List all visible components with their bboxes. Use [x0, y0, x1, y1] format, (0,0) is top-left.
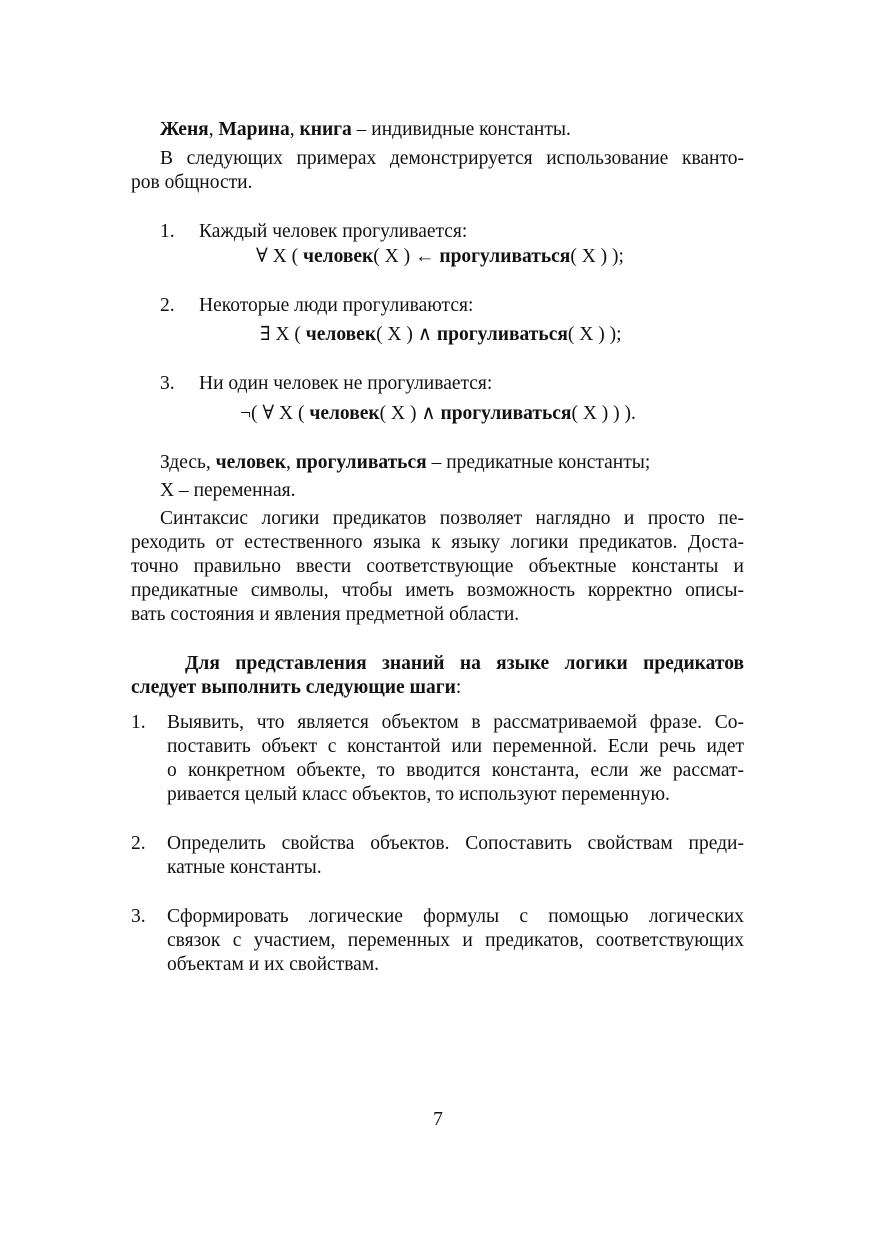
step-line: Определить свойства объектов. Сопоставить свойствам преди-	[167, 833, 744, 854]
example-formula: ∀ X ( человек( X ) ← прогуливаться( X ) );	[256, 246, 624, 267]
step-number: 2.	[131, 833, 146, 854]
example-text: Каждый человек прогуливается:	[199, 221, 468, 242]
step-line: о конкретном объекте, то вводится константа, если же рассмат-	[167, 760, 744, 781]
steps-heading: Для представления знаний на языке логики предикатов	[185, 653, 744, 674]
predicate-term: человек	[302, 246, 374, 267]
step-line: объектам и их свойствам.	[167, 954, 380, 975]
step-line: связок с участием, переменных и предикатов, соответствующих	[167, 930, 744, 951]
step-line: поставить объект с константой или переменной. Если речь идет	[167, 736, 744, 757]
separator: ,	[208, 119, 219, 140]
predicate-term: человек	[305, 324, 377, 345]
predicate-term: прогуливаться	[440, 403, 572, 424]
example-text: Ни один человек не прогуливается:	[199, 373, 493, 394]
steps-heading: следует выполнить следующие шаги:	[131, 677, 462, 698]
example-text: Некоторые люди прогуливаются:	[199, 295, 474, 316]
syntax-paragraph-line: предикатные символы, чтобы иметь возможность корректно описы-	[131, 580, 744, 601]
syntax-paragraph-line: вать состояния и явления предметной области.	[131, 604, 520, 625]
constant-term: Женя	[160, 119, 209, 140]
explanation-line: X – переменная.	[160, 480, 296, 501]
predicate-term: прогуливаться	[439, 246, 571, 267]
predicate-term: человек	[309, 403, 380, 424]
step-number: 1.	[131, 712, 146, 733]
example-number: 3.	[160, 373, 175, 394]
separator: ,	[289, 119, 300, 140]
explanation-line: Здесь, человек, прогуливаться – предикатные константы;	[160, 452, 651, 473]
step-number: 3.	[131, 906, 146, 927]
quantifiers-intro-line: В следующих примерах демонстрируется использование кванто-	[160, 148, 744, 169]
example-formula: ∃ X ( человек( X ) ∧ прогуливаться( X ) );	[260, 324, 622, 345]
constant-term: книга	[299, 119, 352, 140]
predicate-term: прогуливаться	[295, 452, 427, 473]
example-formula: ¬( ∀ X ( человек( X ) ∧ прогуливаться( X ) ) ).	[240, 403, 636, 424]
predicate-term: человек	[215, 452, 286, 473]
predicate-term: прогуливаться	[436, 324, 568, 345]
constant-term: Марина	[218, 119, 290, 140]
quantifiers-intro-line: ров общности.	[131, 172, 253, 193]
example-number: 1.	[160, 221, 175, 242]
constants-line	[160, 118, 571, 142]
step-line: Выявить, что является объектом в рассматриваемой фразе. Со-	[167, 712, 744, 733]
page-number: 7	[433, 1109, 443, 1130]
step-line: ривается целый класс объектов, то используют переменную.	[167, 784, 670, 805]
example-number: 2.	[160, 295, 175, 316]
step-line: катные константы.	[167, 857, 322, 878]
syntax-paragraph-line: Синтаксис логики предикатов позволяет наглядно и просто пе-	[160, 508, 744, 529]
syntax-paragraph-line: реходить от естественного языка к языку логики предикатов. Доста-	[131, 532, 744, 553]
constants-description: – индивидные константы.	[351, 119, 571, 140]
step-line: Сформировать логические формулы с помощью логических	[167, 906, 744, 927]
syntax-paragraph-line: точно правильно ввести соответствующие объектные константы и	[131, 556, 744, 577]
